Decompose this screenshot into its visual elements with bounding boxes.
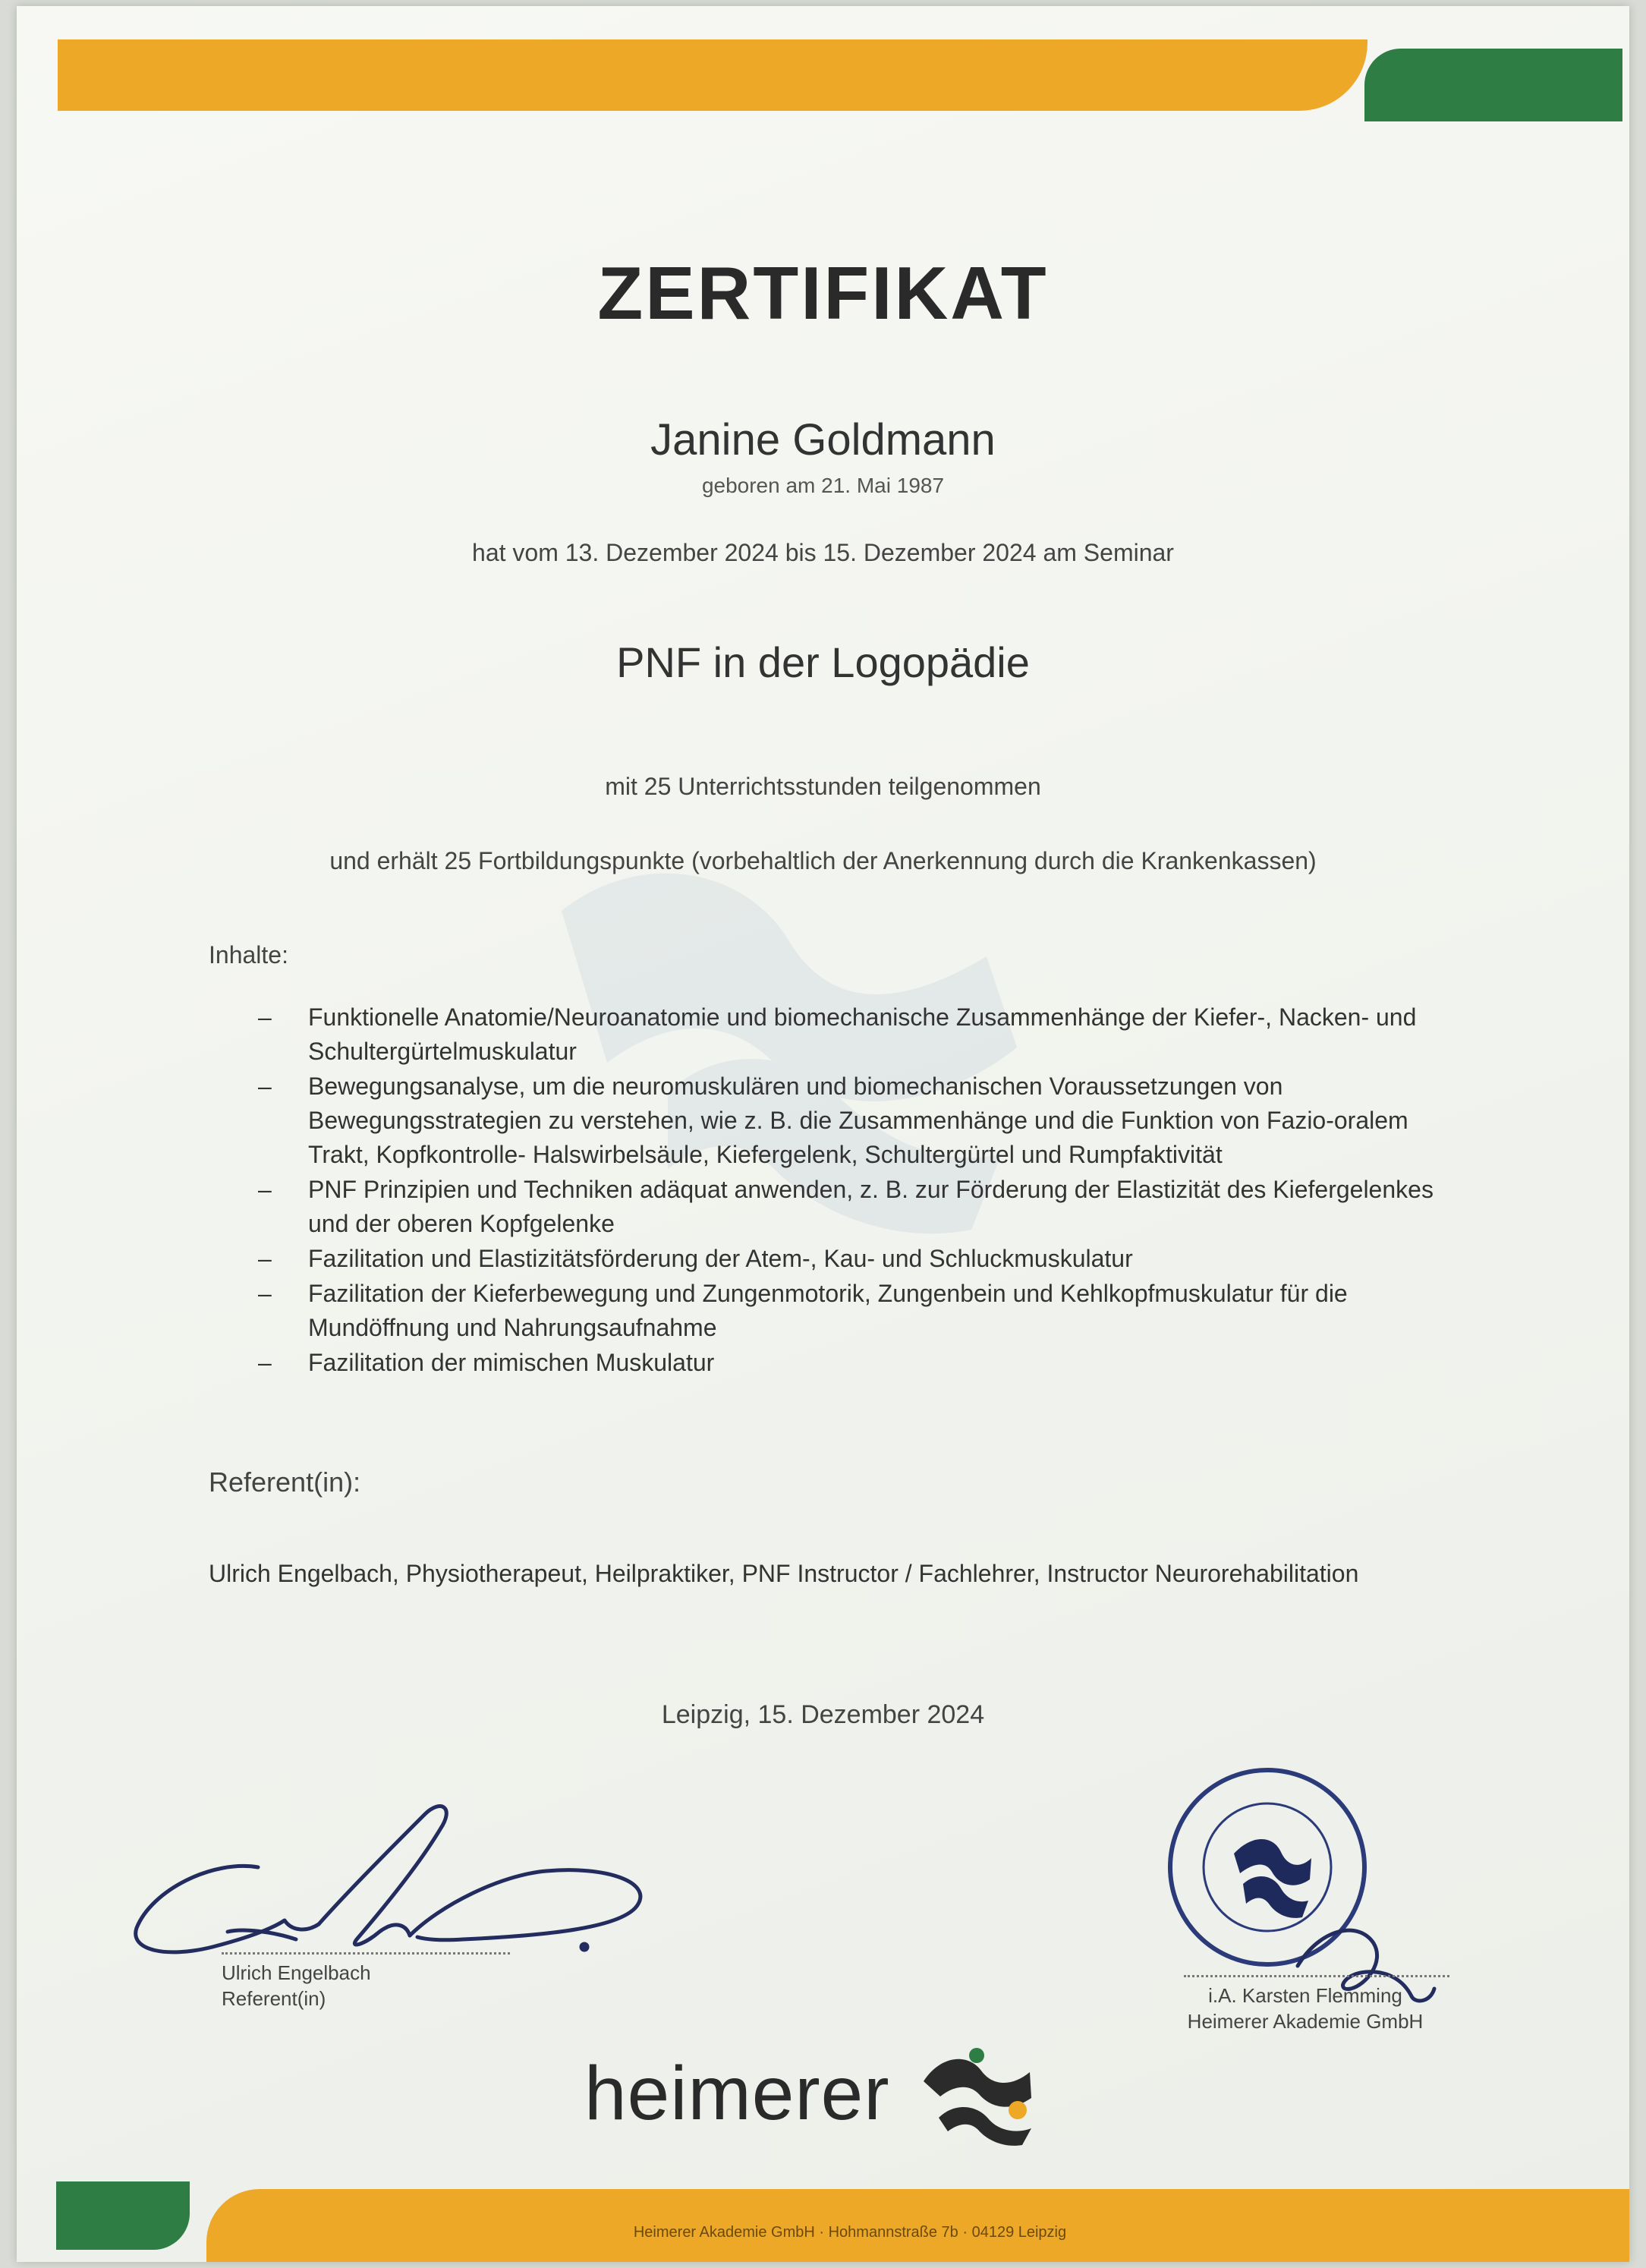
list-item (258, 1277, 1472, 1345)
top-orange-band (58, 39, 1367, 111)
certificate-title: ZERTIFIKAT (597, 251, 1049, 335)
seminar-title: PNF in der Logopädie (616, 638, 1030, 686)
points-line: und erhält 25 Fortbildungspunkte (vorbehaltlich der Anerkennung durch die Krankenkassen) (329, 847, 1317, 874)
contents-label: Inhalte: (209, 941, 288, 969)
right-signatory-org: Heimerer Akademie GmbH (1187, 2010, 1424, 2033)
heimerer-mark-icon (917, 2040, 1046, 2147)
list-item (258, 1173, 1472, 1241)
dash-bullet: – (258, 1280, 272, 1307)
list-item-text: Funktionelle Anatomie/Neuroanatomie und biomechanische Zusammenhänge der Kiefer-, Nacken- und Schultergürtelmuskulatur (308, 1003, 1417, 1065)
birth-line: geboren am 21. Mai 1987 (701, 474, 945, 497)
bottom-green-band (56, 2181, 190, 2250)
referent-label: Referent(in): (209, 1466, 361, 1498)
right-signatory-name: i.A. Karsten Flemming (1208, 1984, 1402, 2007)
referent-text: Ulrich Engelbach, Physiotherapeut, Heilpraktiker, PNF Instructor / Fachlehrer, Instructor Neurorehabilitation (209, 1560, 1359, 1587)
dash-bullet: – (258, 1073, 272, 1100)
contents-list (258, 1000, 1472, 1381)
left-signature-line (222, 1952, 510, 1955)
place-date: Leipzig, 15. Dezember 2024 (661, 1700, 985, 1729)
list-item-text: PNF Prinzipien und Techniken adäquat anwenden, z. B. zur Förderung der Elastizität des Kiefergelenkes und der oberen Kopfgelenke (308, 1176, 1434, 1237)
list-item (258, 1000, 1472, 1069)
top-green-band (1364, 49, 1622, 121)
left-signatory-role: Referent(in) (222, 1987, 326, 2010)
left-signature-icon (121, 1776, 653, 1966)
footer-address: Heimerer Akademie GmbH · Hohmannstraße 7b · 04129 Leipzig (633, 2224, 1067, 2241)
period-line: hat vom 13. Dezember 2024 bis 15. Dezember 2024 am Seminar (472, 539, 1174, 566)
list-item (258, 1069, 1472, 1172)
dash-bullet: – (258, 1176, 272, 1203)
list-item-text: Fazilitation der Kieferbewegung und Zungenmotorik, Zungenbein und Kehlkopfmuskulatur für die Mundöffnung und Nahrungsaufnahme (308, 1280, 1348, 1341)
left-signatory-name: Ulrich Engelbach (222, 1961, 371, 1984)
dash-bullet: – (258, 1349, 272, 1376)
list-item (258, 1242, 1472, 1276)
logo-text: heimerer (584, 2050, 890, 2136)
recipient-name: Janine Goldmann (650, 415, 996, 465)
list-item-text: Fazilitation und Elastizitätsförderung der Atem-, Kau- und Schluckmuskulatur (308, 1245, 1133, 1272)
right-signature-line (1184, 1975, 1449, 1977)
list-item (258, 1346, 1472, 1380)
right-signatory (1138, 1983, 1472, 2034)
heimerer-logo (584, 2040, 1046, 2147)
dash-bullet: – (258, 1245, 272, 1272)
list-item-text: Fazilitation der mimischen Muskulatur (308, 1349, 715, 1376)
list-item-text: Bewegungsanalyse, um die neuromuskulären und biomechanischen Voraussetzungen von Bewegungsstrategien zu verstehen, wie z. B. die Zusammenhänge und die Funktion von Fazio-oralem Trakt, Kopfkontrolle- Halswirbelsäule, Kiefergelenk, Schultergürtel und Rumpfaktivität (308, 1073, 1408, 1168)
hours-line: mit 25 Unterrichtsstunden teilgenommen (605, 773, 1041, 800)
left-signatory (222, 1960, 371, 2011)
dash-bullet: – (258, 1003, 272, 1031)
